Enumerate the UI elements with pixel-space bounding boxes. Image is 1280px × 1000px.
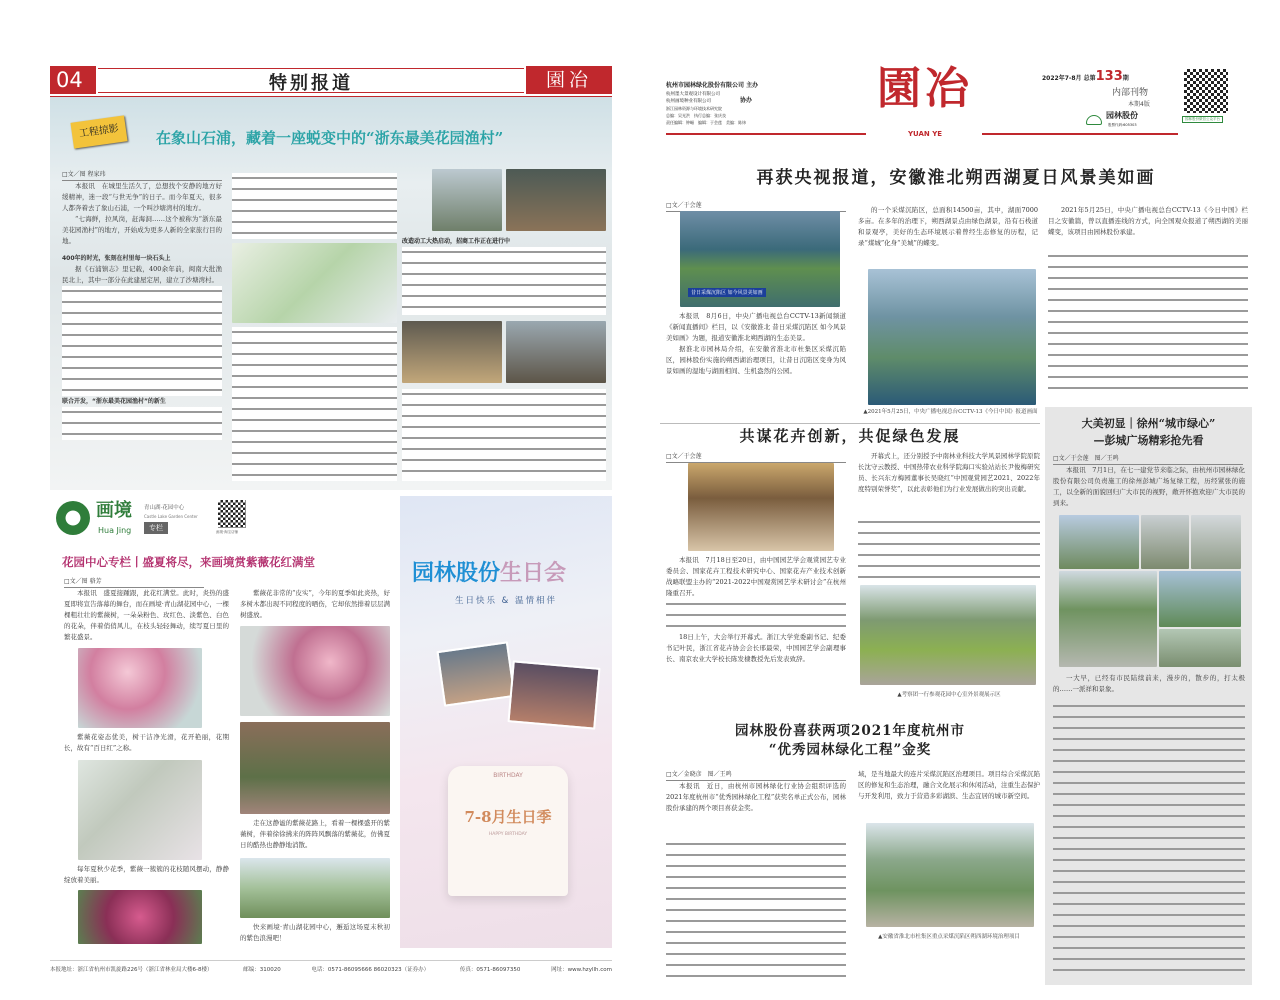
qr-label: 画境·淘宝店铺 xyxy=(216,530,239,534)
article2-photo-caption: ▲考察团一行参观花园中心室外景观展示区 xyxy=(897,692,1001,698)
masthead-type: 内部刊物 xyxy=(1112,88,1149,98)
plaza-photo-4 xyxy=(1059,571,1157,667)
village-photo-4 xyxy=(506,321,606,383)
company-logo-icon xyxy=(1086,115,1102,125)
huajing-caption-1: 紫薇花姿态优美，树干洁净光滑，花开艳丽，花期长，故有“百日红”之称。 xyxy=(64,733,229,752)
feature-byline: □文／图 程家玮 xyxy=(62,169,222,181)
feature-tag: 工程掠影 xyxy=(70,115,127,148)
feature-subhead2: 改造动工大热启动，招商工作正在进行中 xyxy=(402,238,511,245)
sidebar-para2: 一大早，已经有市民陆续前来，漫步的，散步的，打太极的……一派祥和景象。 xyxy=(1053,674,1245,693)
article3-photo-caption: ▲安徽省淮北市杜集区重点采煤沉陷区朔西湖环境治理项目 xyxy=(878,934,1020,940)
huajing-caption-2: 每年夏秋少花季，紫薇一簇簇的花枝随风摆动，静静绽放着美丽。 xyxy=(64,865,229,884)
crape-myrtle-photo-1 xyxy=(78,648,202,728)
article2-col1 xyxy=(666,555,846,665)
tv-caption: 昔日采煤沉陷区 如今风景美如画 xyxy=(688,288,766,297)
qr-code-icon[interactable] xyxy=(218,500,246,528)
plaza-photo-3 xyxy=(1191,515,1241,569)
divider xyxy=(660,423,1040,424)
article3-col2: 域，是当地最大的连片采煤沉陷区治理项目。项目综合采煤沉陷区的修复和生态治理，融合文化展示和休闲活动，注重生态保护与开发利用，致力于营造多彩湖滨、生态宜居的城市新空间。 xyxy=(858,770,1040,800)
feature-col3-text2 xyxy=(402,389,606,481)
masthead-editors2: 责任编辑：钟嵋 编辑：于会莲 美编：陈炜 xyxy=(666,120,746,125)
article3-title-line1: 园林股份喜获两项2021年度杭州市 xyxy=(734,723,966,739)
masthead-rule-right xyxy=(982,133,1178,135)
birthday-poster xyxy=(400,496,612,948)
cake-top-label: BIRTHDAY xyxy=(493,772,523,779)
text-lines xyxy=(62,407,222,440)
sidebar-byline: □文／于会莲 图／王鸣 xyxy=(1053,453,1243,465)
masthead-rule-left xyxy=(666,133,866,135)
plaza-photo-1 xyxy=(1059,515,1139,569)
cake-label: 7-8月生日季 xyxy=(464,808,552,826)
masthead-editors1: 总编：吴光洪 执行总编：张庆良 xyxy=(666,113,726,118)
xuzhou-sidebar xyxy=(1045,407,1252,985)
left-page xyxy=(50,64,612,984)
feature-col2-text xyxy=(232,173,397,239)
text-lines xyxy=(1048,251,1248,391)
huajing-title: 花园中心专栏丨盛夏将尽，来画境赏紫薇花红满堂 xyxy=(62,555,315,569)
article1-col2: 的一个采煤沉陷区，总面积14500亩，其中，湖面7000多亩。在多年的治理下，朔西湖景点由绿色湖景，沿有石栈道和景观亭，美好的生态环境展示着曾经生态修复的历程，记录“煤城”化身“美城”的蝶变。 xyxy=(858,206,1038,247)
footer-phone: 电话：0571-86095666 86020323（证券办） xyxy=(311,967,430,973)
huajing-center-name: 青山湖·花园中心 xyxy=(144,505,185,511)
feature-col1 xyxy=(62,181,222,440)
brand-box: 園冶 xyxy=(526,66,612,94)
article1-photo-caption: ▲2021年5月25日，中央广播电视总台CCTV-13《今日中国》报道画面 xyxy=(863,409,1038,415)
masthead-stock: 股票代码:605303 xyxy=(1108,123,1137,127)
issue-date: 2022年7-8月 总第 xyxy=(1042,75,1096,82)
article1-para2: 据淮北市园林局介绍，在安徽省淮北市杜集区采煤沉陷区，园林股份实施的朔西湖治理项目，让昔日沉陷区变身为风景如画的湿地与湖面相间、生机盎然的公园。 xyxy=(666,345,846,375)
article1-byline: □文／于会莲 xyxy=(666,200,846,212)
garden-tour-photo xyxy=(860,585,1036,685)
text-lines xyxy=(666,839,846,983)
plaza-photo-5 xyxy=(1159,571,1241,627)
footer-fax: 传真：0571-86097350 xyxy=(459,967,521,973)
footer xyxy=(50,960,612,973)
birthday-title-a: 园林股份 xyxy=(412,561,501,586)
masthead-co1: 杭州墨大景观设计有限公司 xyxy=(666,92,720,97)
feature-lead: 本报讯 在城里生活久了，总想找个安静的地方好缓精神，迷一段“与世无争”的日子。而今年夏天，很多人都奔着去了象山石浦，一个叫沙塘湾村的地方。 xyxy=(62,182,222,212)
crape-myrtle-photo-2 xyxy=(78,760,202,860)
huajing-byline: □文／图 骆芳 xyxy=(64,576,204,588)
feature-para3: 据《石浦镇志》里记载，400余年前，闽南大批渔民北上，其中一部分在此建屋定居，建立了沙塘湾村。 xyxy=(62,265,222,284)
huajing-caption-3: 走在这静谧的紫薇花路上，看着一棵棵盛开的紫薇树，伴着徐徐拂来的阵阵风飘落的紫薇花，仿佛夏日的酷热也静静地消散。 xyxy=(240,819,390,849)
footer-postcode: 邮编：310020 xyxy=(243,967,281,973)
issue-suffix: 期 xyxy=(1122,75,1129,82)
text-lines xyxy=(666,599,846,632)
article1-col3: 2021年5月25日，中央广播电视总台CCTV-13《今日中国》栏目之安徽篇，曾以直播连线的方式，向全国观众报道了朔西湖的美丽蝶变，该项目由园林股份承建。 xyxy=(1048,206,1248,236)
footer-website[interactable]: 网址：www.hzyllh.com xyxy=(551,967,612,973)
article3-byline: □文／金晓彦 图／王鸣 xyxy=(666,769,846,781)
masthead-co3: 浙江园林资源与环境技术研究院 xyxy=(666,106,722,111)
text-lines xyxy=(1053,701,1245,977)
masthead-co2: 杭州画境种业有限公司 xyxy=(666,99,711,104)
garden-center-photo xyxy=(240,858,390,918)
article2-title: 共谋花卉创新，共促绿色发展 xyxy=(739,427,961,445)
birthday-title xyxy=(412,556,566,587)
sidebar-title-line1: 大美初显｜徐州“城市绿心” xyxy=(1081,417,1216,430)
village-photo-3 xyxy=(402,321,502,383)
crape-myrtle-photo-5 xyxy=(240,722,390,814)
feature-subhead1: 400年的时光，张刻在村里每一块石头上 xyxy=(62,255,171,262)
village-photo-2 xyxy=(506,169,606,231)
masthead-company: 园林股份 xyxy=(1106,111,1138,120)
feature-subhead3: 联合开发，“浙东最美花园渔村”的新生 xyxy=(62,398,166,405)
huajing-center-en: Castle Lake Garden Center xyxy=(144,514,198,519)
feature-section xyxy=(50,96,612,490)
birthday-party-photo-2 xyxy=(507,660,600,729)
sidebar-lead: 本报讯 7月1日，在七一建党节来临之际，由杭州市园林绿化股份有限公司负责施工的徐州彭城广场复绿工程，历经紧张的施工，以全新的面貌回归广大市民的视野，敞开怀抱欢迎广大市民的到来。 xyxy=(1053,466,1245,507)
text-lines xyxy=(62,286,222,396)
huajing-logo-cn: 画境 xyxy=(96,500,132,521)
masthead-host: 杭州市园林绿化股份有限公司 主办 xyxy=(666,82,759,89)
article1-col1 xyxy=(666,311,846,377)
wechat-qr-code-icon[interactable] xyxy=(1184,69,1228,113)
issue-number: 133 xyxy=(1095,69,1123,84)
section-title: 特别报道 xyxy=(269,73,353,94)
right-page xyxy=(660,55,1252,985)
huajing-section xyxy=(50,496,392,948)
birthday-subtitle: 生日快乐 & 温情相伴 xyxy=(454,596,558,606)
crape-myrtle-photo-3 xyxy=(78,890,202,944)
footer-address: 本报地址：浙江省杭州市凯旋路226号（浙江省林业局大楼6-8楼） xyxy=(50,967,213,973)
cake-icon xyxy=(448,766,568,896)
text-lines xyxy=(858,517,1040,579)
birthday-party-photo-1 xyxy=(436,641,515,706)
feature-col2-text2 xyxy=(232,327,397,481)
feature-para2: “七海鲜，拉风岗，赶海洞……这个被称为“浙东最美花园渔村”的地方，开始成为更多人新的全家旅行目的地。 xyxy=(62,215,222,245)
page-number: 04 xyxy=(50,66,96,94)
article2-para2: 18日上午，大会举行开幕式。浙江大学党委副书记、纪委书记叶民，浙江省花卉协会会长邢最荣，中国园艺学会副理事长、南京农业大学校长陈发棣教授先后发表致辞。 xyxy=(666,633,846,663)
masthead-co-label: 协办 xyxy=(740,97,753,104)
plaza-photo-2 xyxy=(1141,515,1189,569)
article2-byline: □文／于会莲 xyxy=(666,451,846,463)
huajing-caption-4: 快来画境·青山湖花园中心，邂逅这场夏末秋初的紫色浪漫吧！ xyxy=(240,923,390,942)
masthead-pinyin: YUAN YE xyxy=(907,130,943,138)
article1-title: 再获央视报道，安徽淮北朔西湖夏日风景美如画 xyxy=(756,168,1156,188)
shuoxi-lake-tv-image xyxy=(868,269,1036,405)
wechat-qr-label: 园林股份微信公众平台 xyxy=(1182,116,1223,123)
birthday-title-b: 生日会 xyxy=(500,561,567,586)
masthead-title: 園冶 xyxy=(877,63,973,114)
masthead-pages: 本期4版 xyxy=(1128,101,1150,108)
huajing-column-tag: 专栏 xyxy=(144,522,168,534)
huajing-lead: 本报讯 盛夏接踵跟，此花红满堂。此时，炎热的盛夏即将宣告落幕的舞台，而在画境·青山湖花园中心，一棵棵粗壮壮的紫薇树，一朵朵粉色、玫红色、淡紫色、白色的花朵，伴着俏俏风儿，在枝头轻轻舞动，续写夏日里的繁花盛景。 xyxy=(64,589,229,641)
shuoxi-lake-project-photo xyxy=(866,823,1034,927)
village-map-image xyxy=(232,243,397,323)
plaza-photo-6 xyxy=(1159,629,1241,667)
article1-lead: 本报讯 8月6日，中央广播电视总台CCTV-13新闻频道《新闻直播间》栏目，以《安徽淮北 昔日采煤沉陷区 如今风景美如画》为题，报道安徽淮北朔西湖的生态美景。 xyxy=(666,312,846,342)
masthead-date xyxy=(1042,69,1129,87)
conference-photo xyxy=(688,463,834,551)
cake-sub-label: HAPPY BIRTHDAY xyxy=(488,832,528,837)
cctv-screenshot-image xyxy=(680,211,840,307)
huajing-col2-text: 紫薇花非常的“皮实”，今年的夏季如此炎热，好多树木都出现不同程度的晒伤，它却依然排着层层满树盛放。 xyxy=(240,589,390,619)
article3-title-line2: “优秀园林绿化工程”金奖 xyxy=(768,742,932,758)
feature-title: 在象山石浦，藏着一座蜕变中的“浙东最美花园渔村” xyxy=(156,129,504,147)
crape-myrtle-photo-4 xyxy=(240,626,390,716)
huajing-logo-icon xyxy=(56,501,90,535)
huajing-logo-en: Hua Jing xyxy=(98,526,132,535)
sidebar-title-line2: —彭城广场精彩抢先看 xyxy=(1093,434,1204,447)
village-photo-1 xyxy=(432,169,502,231)
feature-col3-text xyxy=(402,247,606,315)
article2-col2: 开幕式上，还分别授予中南林业科技大学风景园林学院原院长沈守云教授、中国热带农业科学院海口实验站站长尹俊梅研究员、长兴东方梅园董事长吴晓红“中国观赏园艺2021、2022年度特别荣誉奖”，以此表彰他们为行业发展做出的突出贡献。 xyxy=(858,452,1040,493)
article2-lead: 本报讯 7月18日至20日，由中国园艺学会观赏园艺专业委员会、国家花卉工程技术研究中心、国家花卉产业技术创新战略联盟主办的“2021-2022中国观赏园艺学术研讨会”在杭州隆重召开。 xyxy=(666,556,846,597)
article3-lead: 本报讯 近日，由杭州市园林绿化行业协会组织评选的2021年度杭州市“优秀园林绿化工程”获奖名单正式公布，园林股份承建的两个项目喜获金奖。 xyxy=(666,782,846,812)
